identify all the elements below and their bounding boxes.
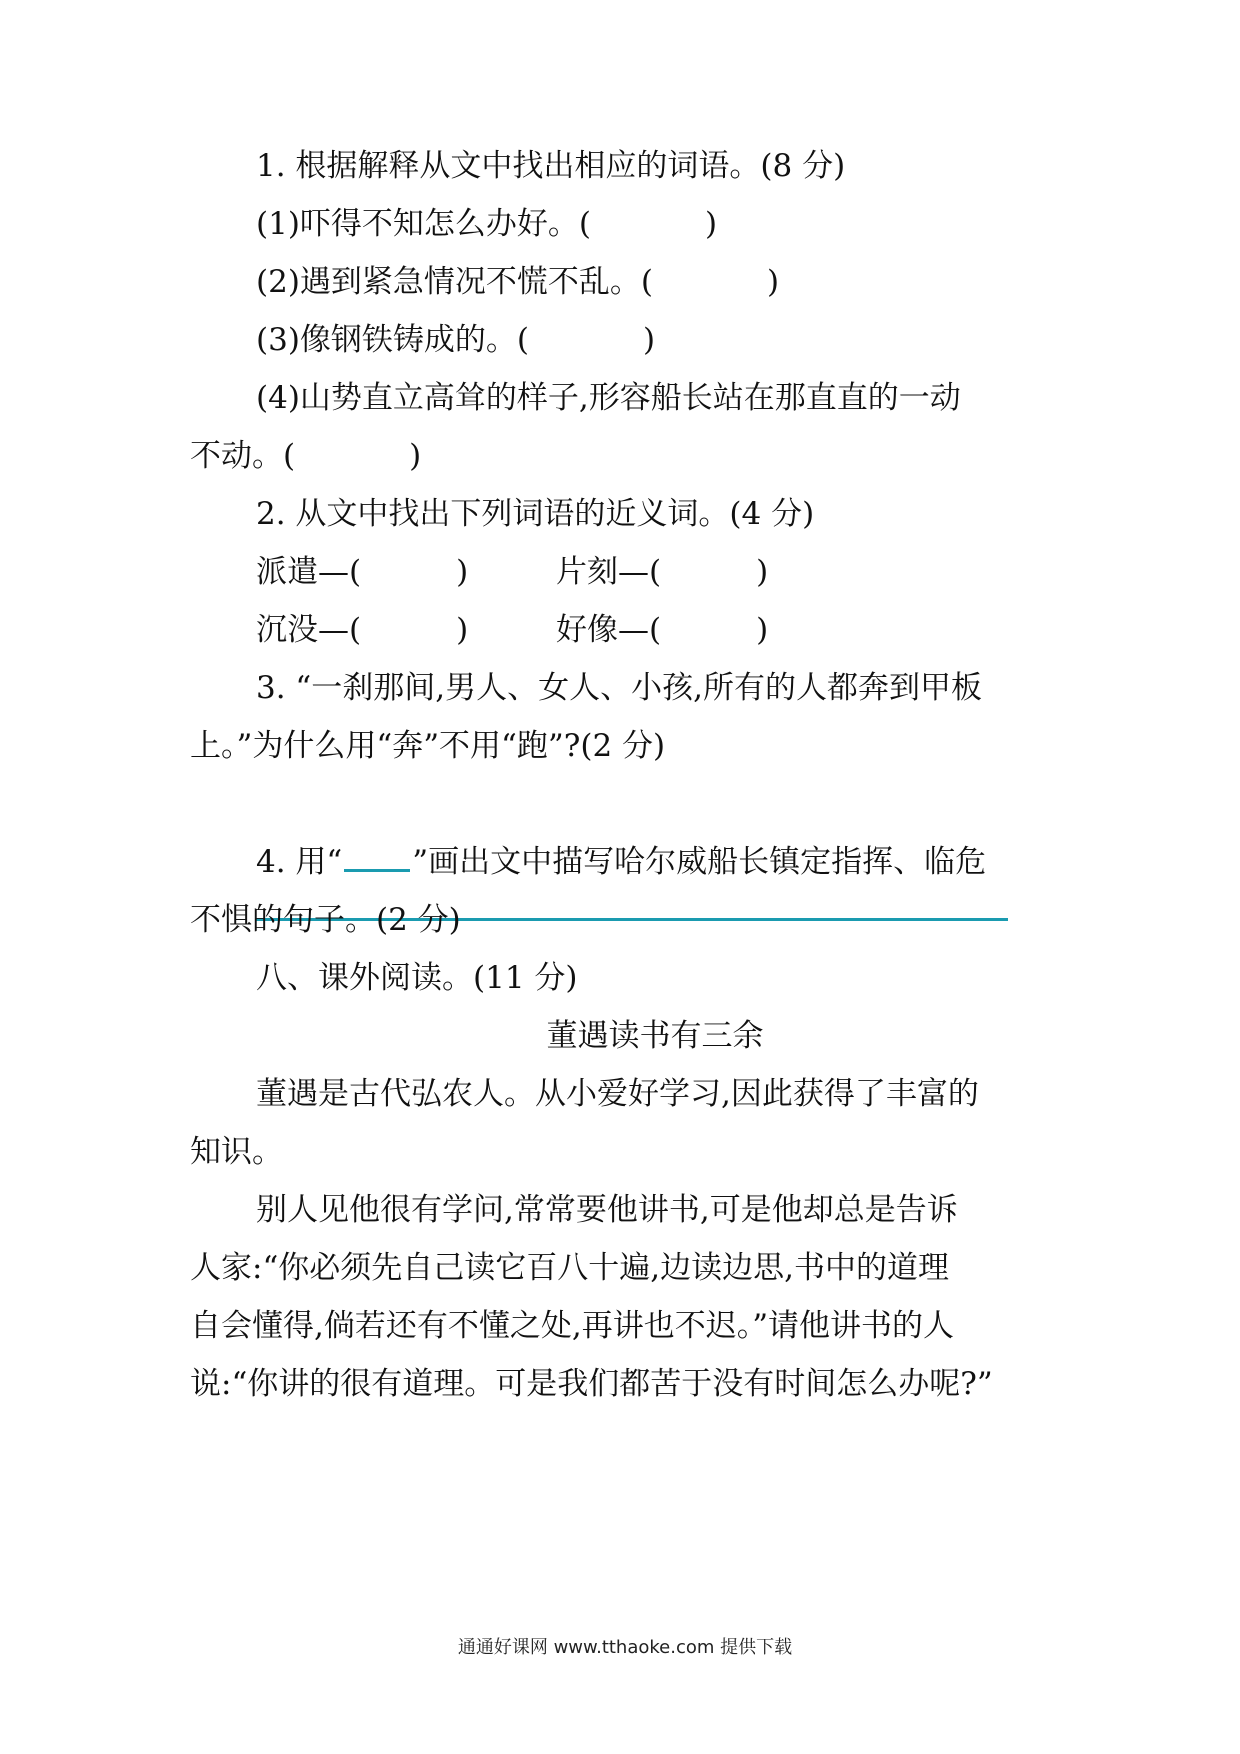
- q2-word-1: [256, 552, 468, 592]
- q1-item-4-cont-text: 不动。(: [190, 438, 296, 474]
- close-paren: ): [409, 438, 422, 474]
- q1-item-1-text: (1)吓得不知怎么办好。(: [256, 206, 592, 242]
- q1-item-1: [256, 204, 717, 244]
- q1-item-3: [256, 320, 655, 360]
- q2-word-3: [256, 610, 468, 650]
- passage-line-1: 董遇是古代弘农人。从小爱好学习,因此获得了丰富的: [256, 1076, 979, 1112]
- q4-line-2: 不惧的句子。(2 分): [190, 902, 461, 938]
- q1-item-4-cont: [190, 436, 421, 476]
- q2-word-1-text: 派遣—(: [256, 554, 362, 590]
- page-footer: 通通好课网 www.tthaoke.com 提供下载: [457, 1637, 793, 1658]
- q2-word-4: [556, 610, 768, 650]
- q4-line-1: [256, 842, 986, 882]
- passage-line-5: 自会懂得,倘若还有不懂之处,再讲也不迟。”请他讲书的人: [190, 1308, 955, 1344]
- q3-line-2: 上。”为什么用“奔”不用“跑”?(2 分): [190, 728, 666, 764]
- q1-item-2-text: (2)遇到紧急情况不慌不乱。(: [256, 264, 654, 300]
- passage-line-2: 知识。: [190, 1134, 283, 1170]
- q4-line-1-prefix: 4. 用“: [256, 844, 343, 880]
- q1-item-2: [256, 262, 779, 302]
- passage-line-6: 说:“你讲的很有道理。可是我们都苦于没有时间怎么办呢?”: [190, 1366, 993, 1402]
- close-paren: ): [456, 554, 469, 590]
- q2-word-2: [556, 552, 768, 592]
- q1-item-3-text: (3)像钢铁铸成的。(: [256, 322, 530, 358]
- q1-item-4: (4)山势直立高耸的样子,形容船长站在那直直的一动: [256, 380, 961, 416]
- close-paren: ): [756, 612, 769, 648]
- passage-title: 董遇读书有三余: [546, 1018, 764, 1054]
- q2-word-2-text: 片刻—(: [556, 554, 662, 590]
- q1-heading: 1. 根据解释从文中找出相应的词语。(8 分): [256, 148, 846, 184]
- underline-sample: [344, 845, 410, 872]
- passage-line-4: 人家:“你必须先自己读它百八十遍,边读边思,书中的道理: [190, 1250, 949, 1286]
- close-paren: ): [756, 554, 769, 590]
- close-paren: ): [705, 206, 718, 242]
- q4-line-1-suffix: ”画出文中描写哈尔威船长镇定指挥、临危: [412, 844, 987, 880]
- passage-line-3: 别人见他很有学问,常常要他讲书,可是他却总是告诉: [256, 1192, 958, 1228]
- close-paren: ): [456, 612, 469, 648]
- q2-word-3-text: 沉没—(: [256, 612, 362, 648]
- section8-heading: 八、课外阅读。(11 分): [256, 960, 578, 996]
- close-paren: ): [767, 264, 780, 300]
- close-paren: ): [643, 322, 656, 358]
- q2-heading: 2. 从文中找出下列词语的近义词。(4 分): [256, 496, 815, 532]
- q2-word-4-text: 好像—(: [556, 612, 662, 648]
- q3-line-1: 3. “一刹那间,男人、女人、小孩,所有的人都奔到甲板: [256, 670, 982, 706]
